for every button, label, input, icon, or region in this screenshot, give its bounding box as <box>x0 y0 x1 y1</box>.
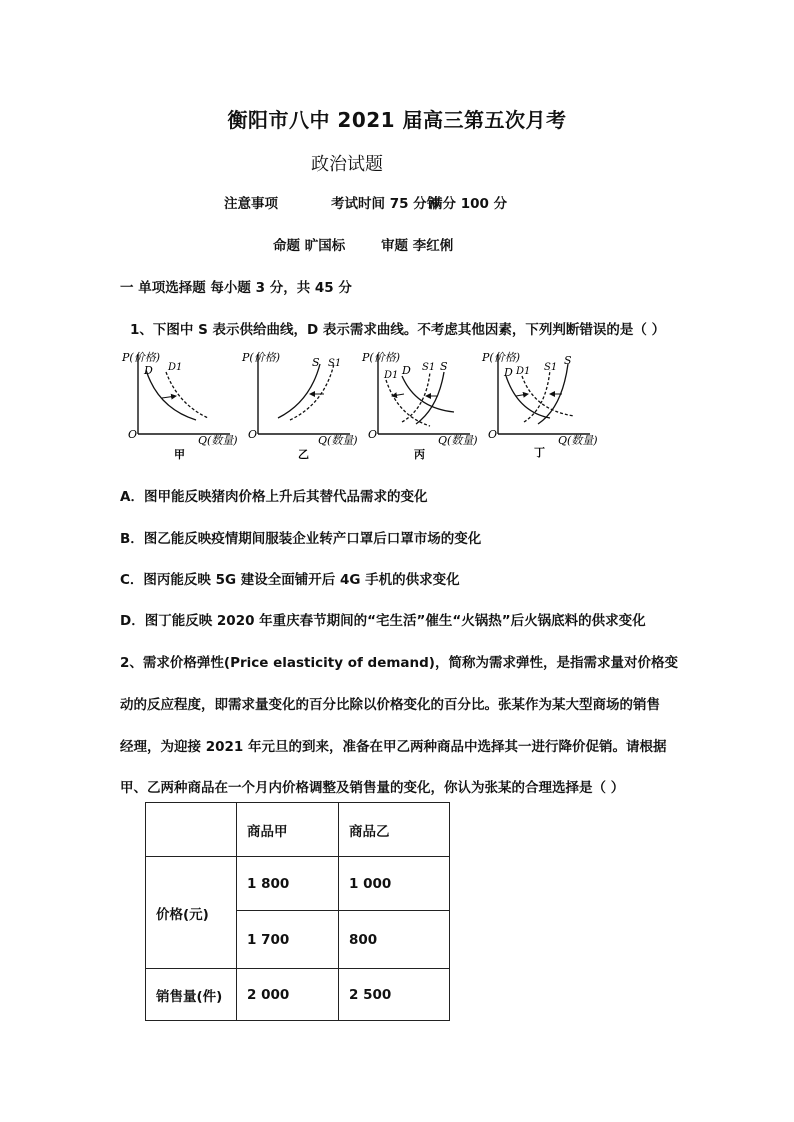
graph-bing <box>361 351 478 461</box>
exam-subtitle: 政治试题 <box>311 154 383 175</box>
table-header-goods-a: 商品甲 <box>237 803 339 857</box>
q1-option-d: D．图丁能反映 2020 年重庆春节期间的“宅生活”催生“火锅热”后火锅底料的供求变化 <box>120 613 646 629</box>
origin-label: O <box>128 428 138 441</box>
price-a-after: 1 700 <box>237 911 339 969</box>
q2-line-2: 动的反应程度，即需求量变化的百分比除以价格变化的百分比。张某作为某大型商场的销售 <box>120 697 660 713</box>
price-b-after: 800 <box>339 911 450 969</box>
sales-b: 2 500 <box>339 969 450 1021</box>
graph-label-bing: 丙 <box>414 448 425 461</box>
table-header-row <box>146 803 450 857</box>
q1-option-c: C．图丙能反映 5G 建设全面铺开后 4G 手机的供求变化 <box>120 572 460 588</box>
graph-jia <box>121 351 238 461</box>
x-axis-label: Q(数量) <box>198 434 238 447</box>
graph-ding <box>481 351 598 459</box>
price-sales-table <box>145 802 450 1021</box>
curve-label-d1: D1 <box>168 362 183 373</box>
notice-score: 满分 100 分 <box>429 196 508 212</box>
section-heading: 一 单项选择题 每小题 3 分，共 45 分 <box>120 280 352 296</box>
curve-s <box>416 372 444 424</box>
table-header-goods-b: 商品乙 <box>339 803 450 857</box>
table-row <box>146 857 450 911</box>
q1-stem: 1、下图中 S 表示供给曲线，D 表示需求曲线。不考虑其他因素，下列判断错误的是（ ） <box>130 322 666 338</box>
author-setter: 命题 旷国标 <box>273 238 346 254</box>
exam-title: 衡阳市八中 2021 届高三第五次月考 <box>227 108 567 132</box>
curve-label-s1: S1 <box>328 358 342 369</box>
curve-label-s: S <box>312 356 320 369</box>
notice-label: 注意事项 <box>224 196 278 212</box>
y-axis-label: P(价格) <box>482 351 520 364</box>
curve-label-s: S <box>440 360 448 373</box>
table-row <box>146 969 450 1021</box>
q2-line-3: 经理，为迎接 2021 年元旦的到来，准备在甲乙两种商品中选择其一进行降价促销。请根据 <box>120 739 667 755</box>
x-axis-label: Q(数量) <box>558 434 598 447</box>
sales-label: 销售量(件) <box>146 969 237 1021</box>
author-reviewer: 审题 李红俐 <box>381 238 454 254</box>
curve-label-s1: S1 <box>422 362 436 373</box>
price-a-before: 1 800 <box>237 857 339 911</box>
q1-option-a: A．图甲能反映猪肉价格上升后其替代品需求的变化 <box>120 489 428 505</box>
y-axis-label: P(价格) <box>122 351 160 364</box>
curve-label-d1: D1 <box>516 366 531 377</box>
curve-label-d: D <box>402 364 411 377</box>
q1-option-b: B．图乙能反映疫情期间服装企业转产口罩后口罩市场的变化 <box>120 531 482 547</box>
price-label: 价格(元) <box>146 857 237 969</box>
curve-label-s: S <box>564 354 572 367</box>
curve-label-d: D <box>144 364 153 377</box>
origin-label: O <box>488 428 498 441</box>
y-axis-label: P(价格) <box>242 351 280 364</box>
q2-line-4: 甲、乙两种商品在一个月内价格调整及销售量的变化，你认为张某的合理选择是（ ） <box>120 780 625 796</box>
graph-label-yi: 乙 <box>298 448 309 461</box>
x-axis-label: Q(数量) <box>438 434 478 447</box>
price-b-before: 1 000 <box>339 857 450 911</box>
x-axis-label: Q(数量) <box>318 434 358 447</box>
notice-time: 考试时间 75 分钟 <box>331 196 441 212</box>
graph-label-jia: 甲 <box>174 448 185 461</box>
graph-label-ding: 丁 <box>534 446 545 459</box>
sales-a: 2 000 <box>237 969 339 1021</box>
curve-label-s1: S1 <box>544 362 558 373</box>
origin-label: O <box>248 428 258 441</box>
y-axis-label: P(价格) <box>362 351 400 364</box>
curve-s1 <box>290 364 334 420</box>
graph-yi <box>241 351 358 461</box>
curve-label-d1: D1 <box>384 370 399 381</box>
q2-line-1: 2、需求价格弹性(Price elasticity of demand)，简称为需求弹性，是指需求量对价格变 <box>120 655 678 671</box>
curve-label-d: D <box>504 366 513 379</box>
curve-d <box>146 370 196 420</box>
table-header-empty <box>146 803 237 857</box>
supply-demand-graphs <box>118 346 618 464</box>
curve-s <box>278 364 320 418</box>
curve-d1 <box>166 372 208 418</box>
origin-label: O <box>368 428 378 441</box>
